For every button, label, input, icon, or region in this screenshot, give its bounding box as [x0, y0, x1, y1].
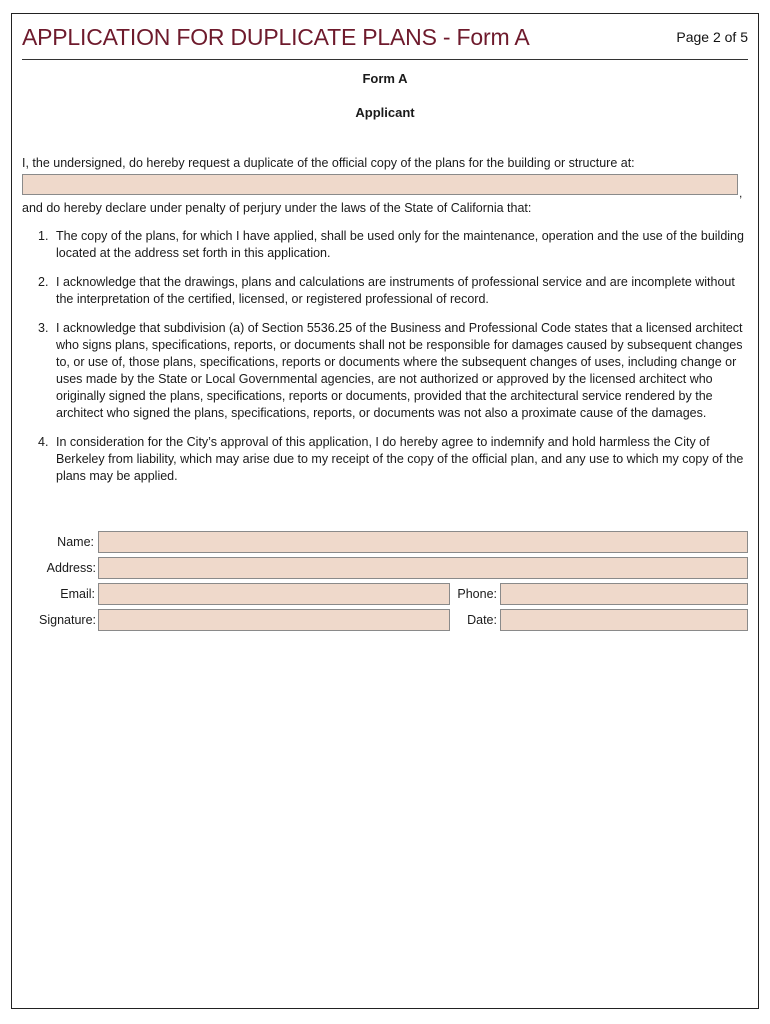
clause-list [22, 228, 748, 497]
clause-item [22, 434, 748, 485]
property-address-field[interactable] [22, 174, 738, 195]
address-comma: , [739, 186, 743, 200]
intro-text: I, the undersigned, do hereby request a duplicate of the official copy of the plans for the building or structure at: [22, 156, 635, 170]
clause-item [22, 274, 748, 308]
date-field[interactable] [500, 609, 748, 631]
clause-number: 1. [38, 229, 49, 243]
clause-text: I acknowledge that subdivision (a) of Section 5536.25 of the Business and Professional Code states that a licensed architect who signs plans, specifications, reports, or documents shall not be responsible for damages caused by subsequent changes to, or use of, those plans, specifications, reports or documents where the subsequent changes of uses, including change or uses made by the State or Local Governmental agencies, are not authorized or approved by the licensed architect who originally signed the plans, specifications, reports or documents, provided that the architectural service rendered by the architect who signed the plans, specifications, reports, or documents was not also a proximate cause of the damages. [56, 321, 743, 420]
clause-number: 2. [38, 275, 49, 289]
phone-field[interactable] [500, 583, 748, 605]
page-number: Page 2 of 5 [676, 29, 748, 45]
date-label: Date: [467, 613, 497, 627]
clause-number: 3. [38, 321, 49, 335]
address-field[interactable] [98, 557, 748, 579]
section-heading-applicant: Applicant [355, 105, 415, 120]
declaration-text: and do hereby declare under penalty of perjury under the laws of the State of California that: [22, 201, 532, 215]
email-field[interactable] [98, 583, 450, 605]
address-label: Address: [46, 561, 96, 575]
signature-field[interactable] [98, 609, 450, 631]
document-title: APPLICATION FOR DUPLICATE PLANS - Form A [22, 24, 530, 50]
name-field[interactable] [98, 531, 748, 553]
clause-item [22, 320, 748, 422]
clause-text: In consideration for the City’s approval of this application, I do hereby agree to indemnify and hold harmless the City of Berkeley from liability, which may arise due to my receipt of the copy of the official plan, and any use to which my copy of the plans may be applied. [56, 435, 744, 483]
clause-text: The copy of the plans, for which I have applied, shall be used only for the maintenance, operation and the use of the building located at the address set forth in this application. [56, 229, 744, 260]
phone-label: Phone: [457, 587, 497, 601]
signature-label: Signature: [39, 613, 96, 627]
title-divider [22, 59, 748, 60]
name-label: Name: [57, 535, 94, 549]
clause-number: 4. [38, 435, 49, 449]
clause-text: I acknowledge that the drawings, plans and calculations are instruments of professional service and are incomplete without the interpretation of the certified, licensed, or registered professional of record. [56, 275, 735, 306]
form-heading: Form A [362, 71, 408, 86]
email-label: Email: [60, 587, 95, 601]
clause-item [22, 228, 748, 262]
